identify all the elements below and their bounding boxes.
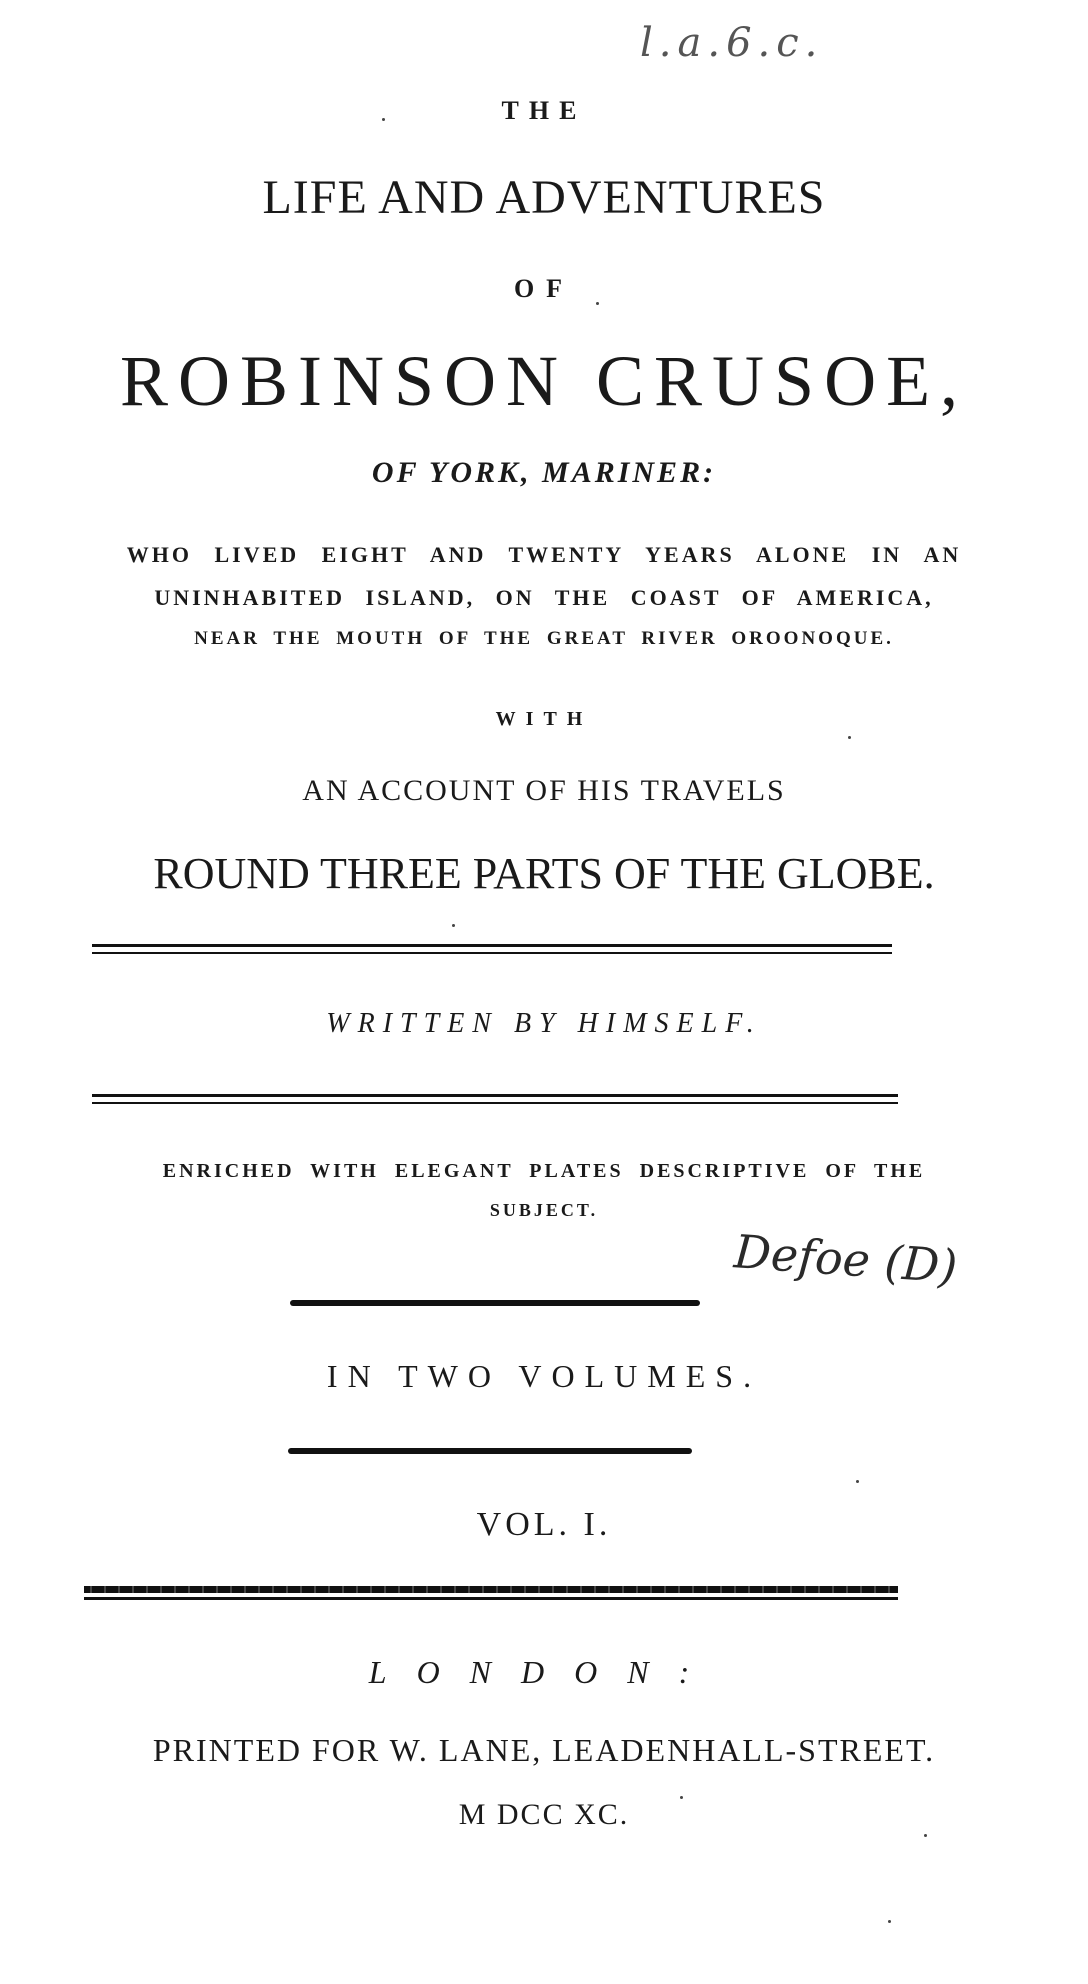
ornamental-rule <box>84 1586 898 1604</box>
paper-speck <box>888 1920 891 1923</box>
description-line-1: WHO LIVED EIGHT AND TWENTY YEARS ALONE IN AN <box>126 542 962 567</box>
paper-speck <box>382 118 385 121</box>
title-with: WITH <box>495 708 593 730</box>
paper-speck <box>680 1796 683 1799</box>
handwritten-attribution: Defoe (D) <box>732 1224 960 1294</box>
imprint-printer: PRINTED FOR W. LANE, LEADENHALL-STREET. <box>152 1732 936 1768</box>
paper-speck <box>856 1480 859 1483</box>
handwritten-shelfmark: l.a.6.c. <box>640 20 824 66</box>
paper-speck <box>924 1834 927 1837</box>
title-of-york: OF YORK, MARINER: <box>371 456 717 489</box>
enriched-line-2: SUBJECT. <box>489 1200 599 1220</box>
enriched-line-1: ENRICHED WITH ELEGANT PLATES DESCRIPTIVE OF THE <box>162 1160 926 1182</box>
imprint-year: M DCC XC. <box>458 1798 630 1831</box>
thick-rule-2 <box>288 1448 692 1454</box>
paper-speck <box>848 736 851 739</box>
title-account: AN ACCOUNT OF HIS TRAVELS <box>302 774 786 807</box>
paper-speck <box>596 302 599 305</box>
title-life-and-adventures: LIFE AND ADVENTURES <box>262 171 826 224</box>
title-round: ROUND THREE PARTS OF THE GLOBE. <box>153 849 935 898</box>
written-by-himself: WRITTEN BY HIMSELF. <box>326 1008 762 1039</box>
description-line-2: UNINHABITED ISLAND, ON THE COAST OF AMERICA, <box>154 585 934 610</box>
title-name: ROBINSON CRUSOE, <box>119 341 969 421</box>
description-line-3: NEAR THE MOUTH OF THE GREAT RIVER OROONOQUE. <box>194 628 894 649</box>
title-of: OF <box>513 274 575 303</box>
title-the: THE <box>501 96 587 125</box>
double-rule-1 <box>92 944 892 956</box>
thick-rule-1 <box>290 1300 700 1306</box>
double-rule-2 <box>92 1094 898 1106</box>
volume-number: VOL. I. <box>476 1506 612 1543</box>
paper-speck <box>452 924 455 927</box>
imprint-place: LONDON: <box>368 1654 720 1690</box>
in-two-volumes: IN TWO VOLUMES. <box>326 1358 762 1394</box>
